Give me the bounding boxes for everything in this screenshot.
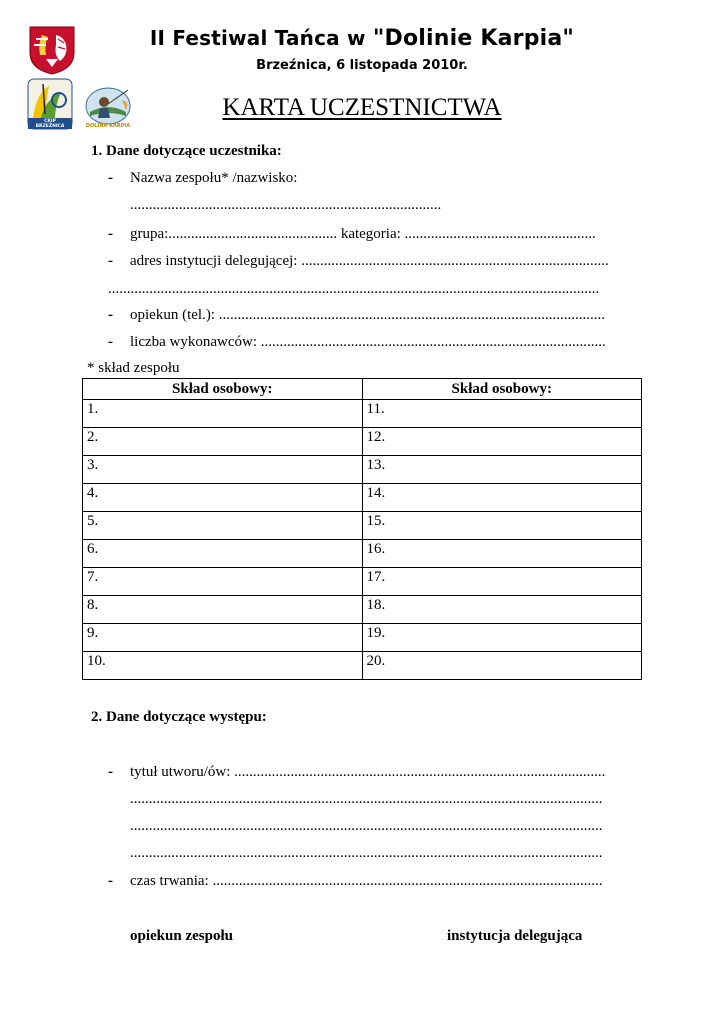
team-name-field[interactable]: ................................................................................... <box>130 197 442 213</box>
card-title: KARTA UCZESTNICTWA <box>222 94 502 121</box>
section2-heading: 2. Dane dotyczące występu: <box>91 709 267 725</box>
table-row <box>83 512 642 540</box>
member-cell[interactable]: 19. <box>362 624 642 652</box>
members-note: * skład zespołu <box>87 360 180 376</box>
member-cell[interactable]: 5. <box>83 512 363 540</box>
member-cell[interactable]: 7. <box>83 568 363 596</box>
piece-title-field-cont[interactable]: .............................................................................................................................. <box>130 818 603 834</box>
member-cell[interactable]: 6. <box>83 540 363 568</box>
table-row <box>83 652 642 680</box>
institution-address-field-cont[interactable]: ................................................................................................................................... <box>108 281 600 297</box>
member-cell[interactable]: 16. <box>362 540 642 568</box>
members-col2-header: Skład osobowy: <box>362 379 642 400</box>
table-row <box>83 428 642 456</box>
table-row <box>83 568 642 596</box>
member-cell[interactable]: 13. <box>362 456 642 484</box>
bullet-dash: - <box>108 764 113 780</box>
bullet-dash: - <box>108 873 113 889</box>
member-cell[interactable]: 14. <box>362 484 642 512</box>
piece-title-field-cont[interactable]: .............................................................................................................................. <box>130 791 603 807</box>
piece-title-field[interactable]: tytuł utworu/ów: ................................................................................................... <box>130 764 606 780</box>
bullet-dash: - <box>108 170 113 186</box>
guardian-signature-label: opiekun zespołu <box>130 928 233 944</box>
members-col1-header: Skład osobowy: <box>83 379 363 400</box>
table-row <box>83 540 642 568</box>
dolina-karpia-logo-text: DOLINA KARPIA <box>85 123 131 129</box>
member-cell[interactable]: 15. <box>362 512 642 540</box>
member-cell[interactable]: 8. <box>83 596 363 624</box>
bullet-dash: - <box>108 334 113 350</box>
member-cell[interactable]: 1. <box>83 400 363 428</box>
member-cell[interactable]: 17. <box>362 568 642 596</box>
bullet-dash: - <box>108 307 113 323</box>
member-cell[interactable]: 11. <box>362 400 642 428</box>
member-cell[interactable]: 20. <box>362 652 642 680</box>
members-table <box>82 378 642 680</box>
table-row <box>83 400 642 428</box>
performers-count-field[interactable]: liczba wykonawców: ............................................................................................ <box>130 334 606 350</box>
ckip-logo-subtext: BRZEŹNICA <box>35 124 65 129</box>
team-name-label: Nazwa zespołu* /nazwisko: <box>130 170 298 186</box>
bullet-dash: - <box>108 253 113 269</box>
institution-signature-label: instytucja delegująca <box>447 928 583 944</box>
member-cell[interactable]: 9. <box>83 624 363 652</box>
festival-date-place: Brzeźnica, 6 listopada 2010r. <box>256 58 468 73</box>
member-cell[interactable]: 12. <box>362 428 642 456</box>
section1-heading: 1. Dane dotyczące uczestnika: <box>91 143 282 159</box>
member-cell[interactable]: 18. <box>362 596 642 624</box>
table-row <box>83 484 642 512</box>
member-cell[interactable]: 4. <box>83 484 363 512</box>
festival-title <box>0 26 724 51</box>
table-row <box>83 624 642 652</box>
table-row <box>83 456 642 484</box>
guardian-phone-field[interactable]: opiekun (tel.): ....................................................................................................... <box>130 307 605 323</box>
bullet-dash: - <box>108 226 113 242</box>
ckip-logo-text: CKIP <box>44 119 56 124</box>
festival-title-part2: "Dolinie Karpia" <box>372 26 575 51</box>
piece-title-field-cont[interactable]: .............................................................................................................................. <box>130 845 603 861</box>
member-cell[interactable]: 2. <box>83 428 363 456</box>
member-cell[interactable]: 10. <box>83 652 363 680</box>
institution-address-field[interactable]: adres instytucji delegującej: .................................................................................. <box>130 253 609 269</box>
member-cell[interactable]: 3. <box>83 456 363 484</box>
table-row <box>83 596 642 624</box>
group-category-field[interactable]: grupa:............................................. kategoria: ................................................... <box>130 226 596 242</box>
duration-field[interactable]: czas trwania: ........................................................................................................ <box>130 873 603 889</box>
festival-title-part1: II Festiwal Tańca w <box>149 26 373 50</box>
